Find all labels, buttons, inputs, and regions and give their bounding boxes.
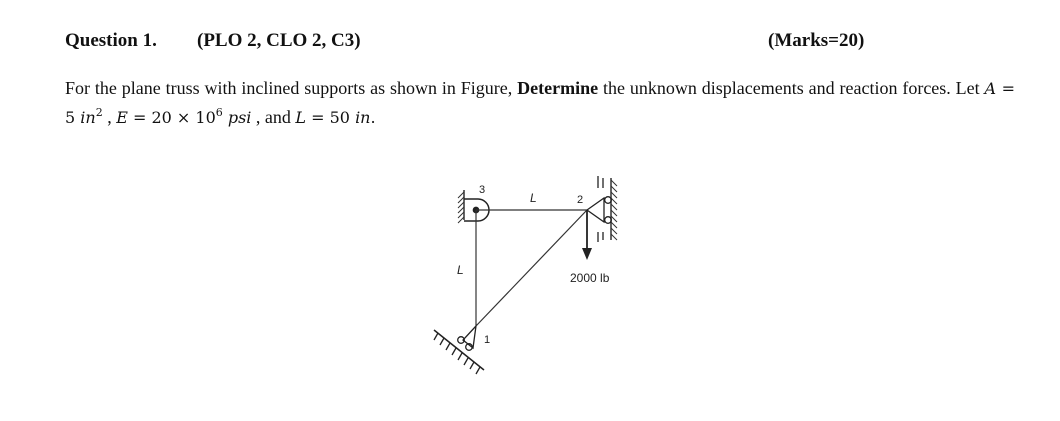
truss-figure	[420, 170, 640, 385]
plo-clo-tag: (PLO 2, CLO 2, C3)	[197, 30, 361, 51]
modulus-expression: $E = 20 \times 10^6$ psi	[116, 106, 252, 127]
load-arrow	[582, 210, 592, 260]
question-number: Question 1.	[65, 30, 157, 51]
wall-support-right	[611, 178, 617, 240]
load-label: 2000 lb	[570, 271, 610, 285]
marks-label: (Marks=20)	[768, 30, 865, 51]
problem-text-1: For the plane truss with inclined supports as shown in Figure,	[65, 78, 518, 98]
truss-diagram	[420, 170, 640, 385]
node-label-2: 2	[577, 194, 584, 206]
truss-members	[476, 210, 587, 326]
roller-support-node2	[587, 176, 611, 242]
member-1-2	[476, 210, 587, 326]
length-label-top: L	[530, 191, 537, 205]
node-label-1: 1	[484, 334, 491, 346]
wall-support-left	[458, 190, 464, 223]
determine-keyword: Determine	[517, 78, 599, 98]
length-label-left: L	[457, 263, 464, 277]
question-header	[65, 30, 1060, 56]
inclined-support-node1	[434, 326, 484, 374]
node-label-3: 3	[479, 184, 486, 196]
problem-text-2: the unknown displacements and reaction forces. Let	[598, 78, 985, 98]
length-expression: L = 50 in.	[295, 108, 376, 127]
problem-statement: For the plane truss with inclined supports as shown in Figure, Determine the unknown displacements and reaction forces. Let A = 5 $in^2$ , $E = 20 \times 10^6$ psi , and L = 50 in.	[65, 78, 1015, 127]
area-expression: A = 5 $in^2$	[65, 79, 1015, 127]
